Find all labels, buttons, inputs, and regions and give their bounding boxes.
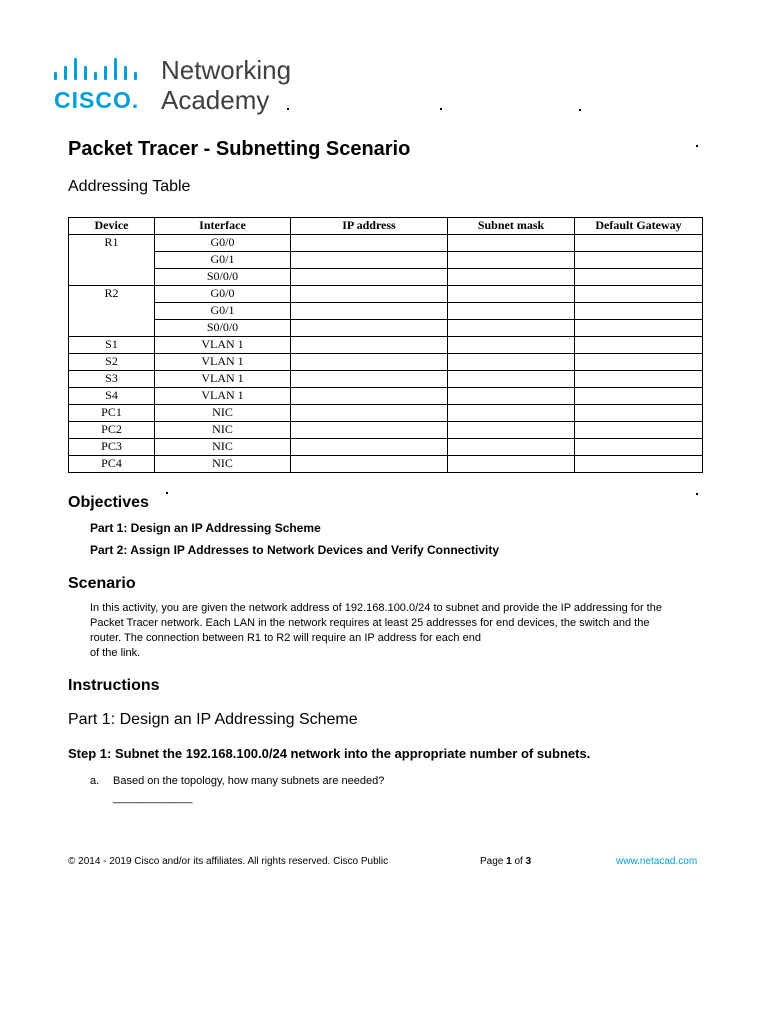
cell-interface: NIC [155,405,291,422]
cell-device: PC4 [69,456,155,473]
cell-interface: VLAN 1 [155,354,291,371]
cisco-bars-icon [54,58,150,80]
cell-default-gateway[interactable] [575,456,703,473]
cell-subnet-mask[interactable] [448,456,575,473]
table-header-row [69,218,703,235]
cell-interface: VLAN 1 [155,388,291,405]
table-row [69,337,703,354]
cell-ip-address[interactable] [291,337,448,354]
header-device: Device [69,218,155,235]
cell-ip-address[interactable] [291,354,448,371]
page-current: 1 [506,856,512,867]
addressing-table [68,217,703,473]
cell-subnet-mask[interactable] [448,388,575,405]
logo-networking: Networking [161,55,292,85]
cell-ip-address[interactable] [291,303,448,320]
cell-interface: NIC [155,456,291,473]
footer-site-link[interactable]: www.netacad.com [616,856,698,867]
scenario-line: In this activity, you are given the network address of 192.168.100.0/24 to subnet and provide the IP addressing for the [90,602,662,614]
cell-subnet-mask[interactable] [448,286,575,303]
cell-default-gateway[interactable] [575,320,703,337]
page-total: 3 [525,856,532,867]
cell-device: R1 [69,235,155,286]
cell-device: PC1 [69,405,155,422]
cell-device: S2 [69,354,155,371]
cell-subnet-mask[interactable] [448,422,575,439]
part1-heading: Part 1: Design an IP Addressing Scheme [68,711,358,728]
answer-blank[interactable]: _____________ [113,792,193,804]
cell-default-gateway[interactable] [575,354,703,371]
cell-default-gateway[interactable] [575,337,703,354]
cell-ip-address[interactable] [291,269,448,286]
cell-subnet-mask[interactable] [448,354,575,371]
cell-ip-address[interactable] [291,252,448,269]
cell-default-gateway[interactable] [575,252,703,269]
table-row [69,303,703,320]
cell-ip-address[interactable] [291,286,448,303]
cell-device: S1 [69,337,155,354]
table-row [69,371,703,388]
scenario-line: router. The connection between R1 to R2 will require an IP address for each end [90,632,481,644]
page-of: of [511,856,526,867]
footer-page-number [480,856,531,867]
cell-subnet-mask[interactable] [448,371,575,388]
cell-interface: G0/0 [155,235,291,252]
cell-default-gateway[interactable] [575,422,703,439]
cell-subnet-mask[interactable] [448,269,575,286]
cell-interface: VLAN 1 [155,371,291,388]
cell-default-gateway[interactable] [575,405,703,422]
cell-default-gateway[interactable] [575,235,703,252]
cell-interface: G0/1 [155,252,291,269]
cell-ip-address[interactable] [291,405,448,422]
cell-ip-address[interactable] [291,439,448,456]
logo-academy: Academy [161,85,270,115]
cell-subnet-mask[interactable] [448,405,575,422]
table-row [69,269,703,286]
cell-default-gateway[interactable] [575,269,703,286]
cell-default-gateway[interactable] [575,388,703,405]
table-row [69,320,703,337]
header-ip-address: IP address [291,218,448,235]
scenario-line: Packet Tracer network. Each LAN in the network requires at least 25 addresses for end devices, the switch and the [90,617,650,629]
cell-subnet-mask[interactable] [448,337,575,354]
instructions-heading: Instructions [68,677,160,694]
scenario-text [90,601,690,661]
table-row [69,354,703,371]
cell-ip-address[interactable] [291,235,448,252]
objective-part2: Part 2: Assign IP Addresses to Network Devices and Verify Connectivity [90,543,500,557]
cell-device: PC3 [69,439,155,456]
cell-default-gateway[interactable] [575,303,703,320]
page-prefix: Page [480,856,507,867]
table-row [69,456,703,473]
cell-device: S3 [69,371,155,388]
cell-subnet-mask[interactable] [448,235,575,252]
cell-default-gateway[interactable] [575,371,703,388]
cell-interface: VLAN 1 [155,337,291,354]
header-interface: Interface [155,218,291,235]
table-row [69,439,703,456]
header-default-gateway: Default Gateway [575,218,703,235]
cell-interface: S0/0/0 [155,320,291,337]
table-row [69,405,703,422]
cell-default-gateway[interactable] [575,286,703,303]
scenario-line: of the link. [90,647,141,659]
cell-subnet-mask[interactable] [448,439,575,456]
cell-device: PC2 [69,422,155,439]
cell-ip-address[interactable] [291,320,448,337]
table-row [69,388,703,405]
cell-subnet-mask[interactable] [448,320,575,337]
cell-ip-address[interactable] [291,371,448,388]
cell-ip-address[interactable] [291,456,448,473]
cell-subnet-mask[interactable] [448,252,575,269]
footer-copyright: © 2014 - 2019 Cisco and/or its affiliates. All rights reserved. Cisco Public [68,856,389,867]
cell-subnet-mask[interactable] [448,303,575,320]
cell-default-gateway[interactable] [575,439,703,456]
cell-interface: NIC [155,422,291,439]
objective-part1: Part 1: Design an IP Addressing Scheme [90,521,321,535]
cell-interface: G0/1 [155,303,291,320]
cell-interface: S0/0/0 [155,269,291,286]
cisco-wordmark: CISCO. [54,87,140,113]
cell-ip-address[interactable] [291,422,448,439]
cell-device: R2 [69,286,155,337]
cell-interface: NIC [155,439,291,456]
header-subnet-mask: Subnet mask [448,218,575,235]
item-a-label: a. [90,775,100,787]
table-row [69,235,703,252]
objectives-heading: Objectives [68,494,149,511]
cell-device: S4 [69,388,155,405]
page-title: Packet Tracer - Subnetting Scenario [68,138,411,160]
item-a-question: Based on the topology, how many subnets are needed? [113,775,385,787]
step1-heading: Step 1: Subnet the 192.168.100.0/24 network into the appropriate number of subnets. [68,746,591,761]
table-row [69,252,703,269]
cell-ip-address[interactable] [291,388,448,405]
addressing-table-heading: Addressing Table [68,178,191,195]
cell-interface: G0/0 [155,286,291,303]
table-row [69,286,703,303]
table-row [69,422,703,439]
scenario-heading: Scenario [68,575,136,592]
